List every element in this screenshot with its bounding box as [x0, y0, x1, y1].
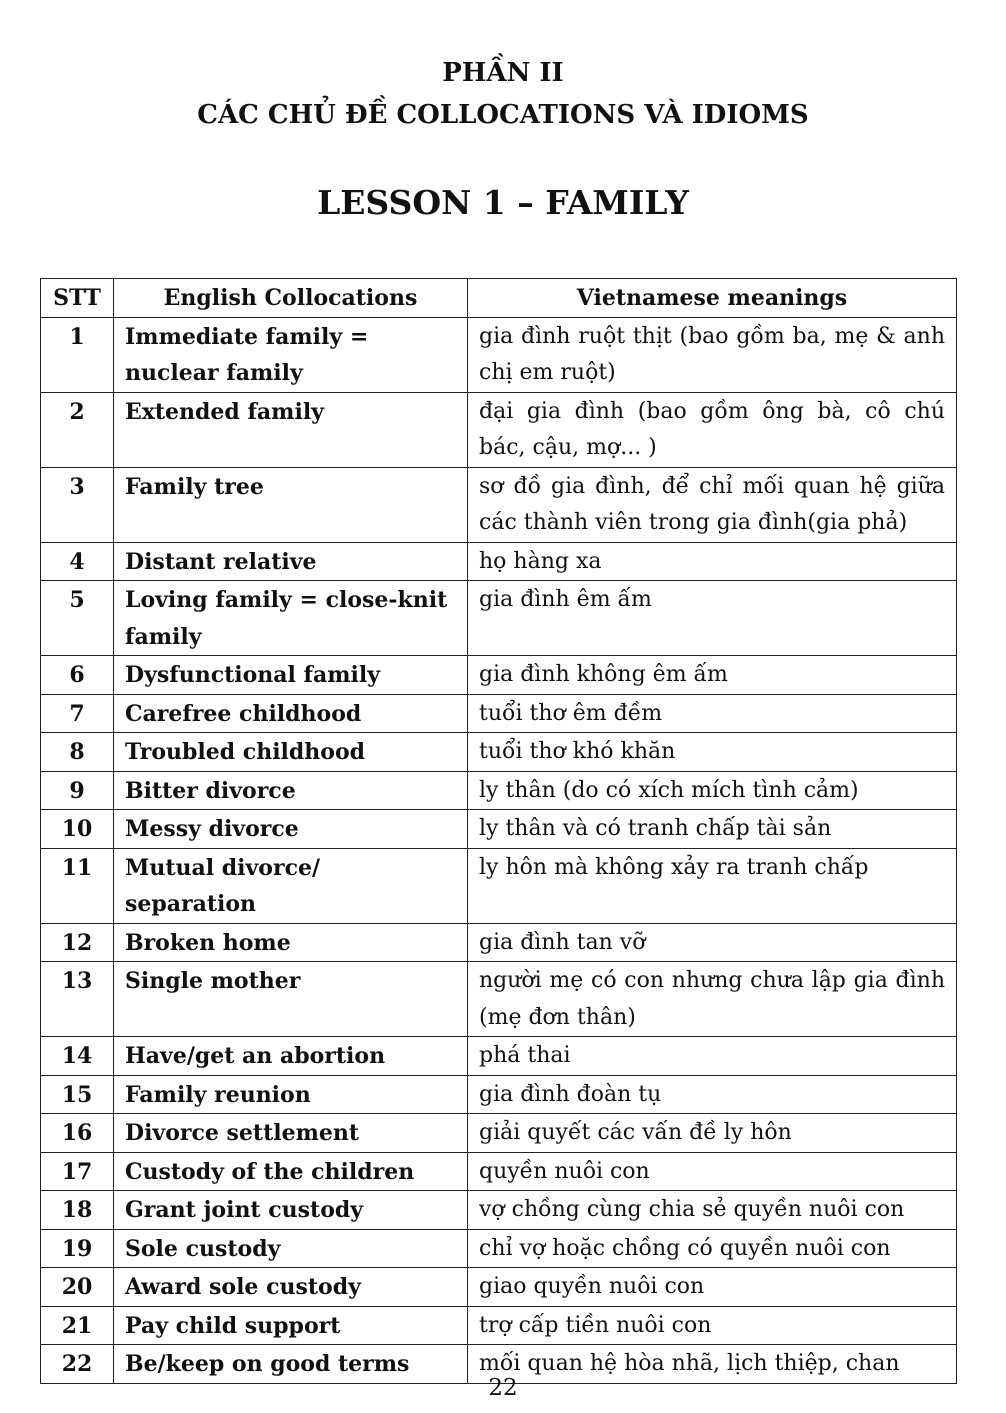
row-number: 3 [41, 467, 114, 542]
english-collocation: Family tree [114, 467, 468, 542]
row-number: 22 [41, 1345, 114, 1384]
row-number: 6 [41, 656, 114, 695]
english-collocation: Troubled childhood [114, 733, 468, 772]
table-body [41, 317, 957, 1383]
part-heading [0, 52, 1006, 136]
row-number: 20 [41, 1268, 114, 1307]
english-collocation: Immediate family = nuclear family [114, 317, 468, 392]
table-row [41, 1306, 957, 1345]
row-number: 10 [41, 810, 114, 849]
vietnamese-meaning: gia đình không êm ấm [468, 656, 957, 695]
table-row [41, 1191, 957, 1230]
vietnamese-meaning: giải quyết các vấn đề ly hôn [468, 1114, 957, 1153]
vietnamese-meaning: gia đình ruột thịt (bao gồm ba, mẹ & anh chị em ruột) [468, 317, 957, 392]
vietnamese-meaning: gia đình tan vỡ [468, 923, 957, 962]
row-number: 8 [41, 733, 114, 772]
table-row [41, 810, 957, 849]
table-row [41, 733, 957, 772]
english-collocation: Broken home [114, 923, 468, 962]
vietnamese-meaning: chỉ vợ hoặc chồng có quyền nuôi con [468, 1229, 957, 1268]
row-number: 21 [41, 1306, 114, 1345]
vietnamese-meaning: trợ cấp tiền nuôi con [468, 1306, 957, 1345]
row-number: 19 [41, 1229, 114, 1268]
table-row [41, 848, 957, 923]
english-collocation: Dysfunctional family [114, 656, 468, 695]
vietnamese-meaning: gia đình đoàn tụ [468, 1075, 957, 1114]
row-number: 15 [41, 1075, 114, 1114]
english-collocation: Have/get an abortion [114, 1037, 468, 1076]
collocations-table [40, 278, 957, 1384]
vietnamese-meaning: ly thân và có tranh chấp tài sản [468, 810, 957, 849]
english-collocation: Messy divorce [114, 810, 468, 849]
lesson-title: LESSON 1 – FAMILY [317, 183, 689, 222]
vietnamese-meaning: ly hôn mà không xảy ra tranh chấp [468, 848, 957, 923]
english-collocation: Single mother [114, 962, 468, 1037]
column-header-english: English Collocations [114, 279, 468, 318]
english-collocation: Sole custody [114, 1229, 468, 1268]
table-row [41, 317, 957, 392]
table-row [41, 656, 957, 695]
vietnamese-meaning: vợ chồng cùng chia sẻ quyền nuôi con [468, 1191, 957, 1230]
vietnamese-meaning: họ hàng xa [468, 542, 957, 581]
table-row [41, 581, 957, 656]
vietnamese-meaning: đại gia đình (bao gồm ông bà, cô chú bác, cậu, mợ... ) [468, 392, 957, 467]
english-collocation: Loving family = close-knit family [114, 581, 468, 656]
row-number: 14 [41, 1037, 114, 1076]
row-number: 12 [41, 923, 114, 962]
english-collocation: Bitter divorce [114, 771, 468, 810]
table-row [41, 1152, 957, 1191]
row-number: 4 [41, 542, 114, 581]
vietnamese-meaning: mối quan hệ hòa nhã, lịch thiệp, chan [468, 1345, 957, 1384]
english-collocation: Divorce settlement [114, 1114, 468, 1153]
table-row [41, 771, 957, 810]
english-collocation: Distant relative [114, 542, 468, 581]
section-subtitle: CÁC CHỦ ĐỀ COLLOCATIONS VÀ IDIOMS [197, 100, 809, 130]
english-collocation: Mutual divorce/ separation [114, 848, 468, 923]
row-number: 13 [41, 962, 114, 1037]
row-number: 9 [41, 771, 114, 810]
table-row [41, 1037, 957, 1076]
row-number: 1 [41, 317, 114, 392]
vietnamese-meaning: tuổi thơ khó khăn [468, 733, 957, 772]
table-row [41, 392, 957, 467]
column-header-vietnamese: Vietnamese meanings [468, 279, 957, 318]
table-row [41, 1114, 957, 1153]
row-number: 17 [41, 1152, 114, 1191]
table-row [41, 1268, 957, 1307]
table-row [41, 1075, 957, 1114]
column-header-stt: STT [41, 279, 114, 318]
vietnamese-meaning: sơ đồ gia đình, để chỉ mối quan hệ giữa các thành viên trong gia đình(gia phả) [468, 467, 957, 542]
table-row [41, 962, 957, 1037]
vietnamese-meaning: phá thai [468, 1037, 957, 1076]
english-collocation: Pay child support [114, 1306, 468, 1345]
table-header-row [41, 279, 957, 318]
vietnamese-meaning: tuổi thơ êm đềm [468, 694, 957, 733]
english-collocation: Award sole custody [114, 1268, 468, 1307]
row-number: 7 [41, 694, 114, 733]
english-collocation: Custody of the children [114, 1152, 468, 1191]
row-number: 2 [41, 392, 114, 467]
part-label: PHẦN II [442, 58, 564, 88]
english-collocation: Family reunion [114, 1075, 468, 1114]
table-row [41, 542, 957, 581]
english-collocation: Be/keep on good terms [114, 1345, 468, 1384]
vietnamese-meaning: quyền nuôi con [468, 1152, 957, 1191]
vietnamese-meaning: giao quyền nuôi con [468, 1268, 957, 1307]
vietnamese-meaning: người mẹ có con nhưng chưa lập gia đình (mẹ đơn thân) [468, 962, 957, 1037]
vietnamese-meaning: ly thân (do có xích mích tình cảm) [468, 771, 957, 810]
table-row [41, 694, 957, 733]
row-number: 16 [41, 1114, 114, 1153]
vietnamese-meaning: gia đình êm ấm [468, 581, 957, 656]
english-collocation: Extended family [114, 392, 468, 467]
row-number: 18 [41, 1191, 114, 1230]
row-number: 5 [41, 581, 114, 656]
english-collocation: Grant joint custody [114, 1191, 468, 1230]
row-number: 11 [41, 848, 114, 923]
english-collocation: Carefree childhood [114, 694, 468, 733]
table-row [41, 1229, 957, 1268]
page-number: 22 [488, 1375, 518, 1401]
table-row [41, 923, 957, 962]
table-row [41, 467, 957, 542]
